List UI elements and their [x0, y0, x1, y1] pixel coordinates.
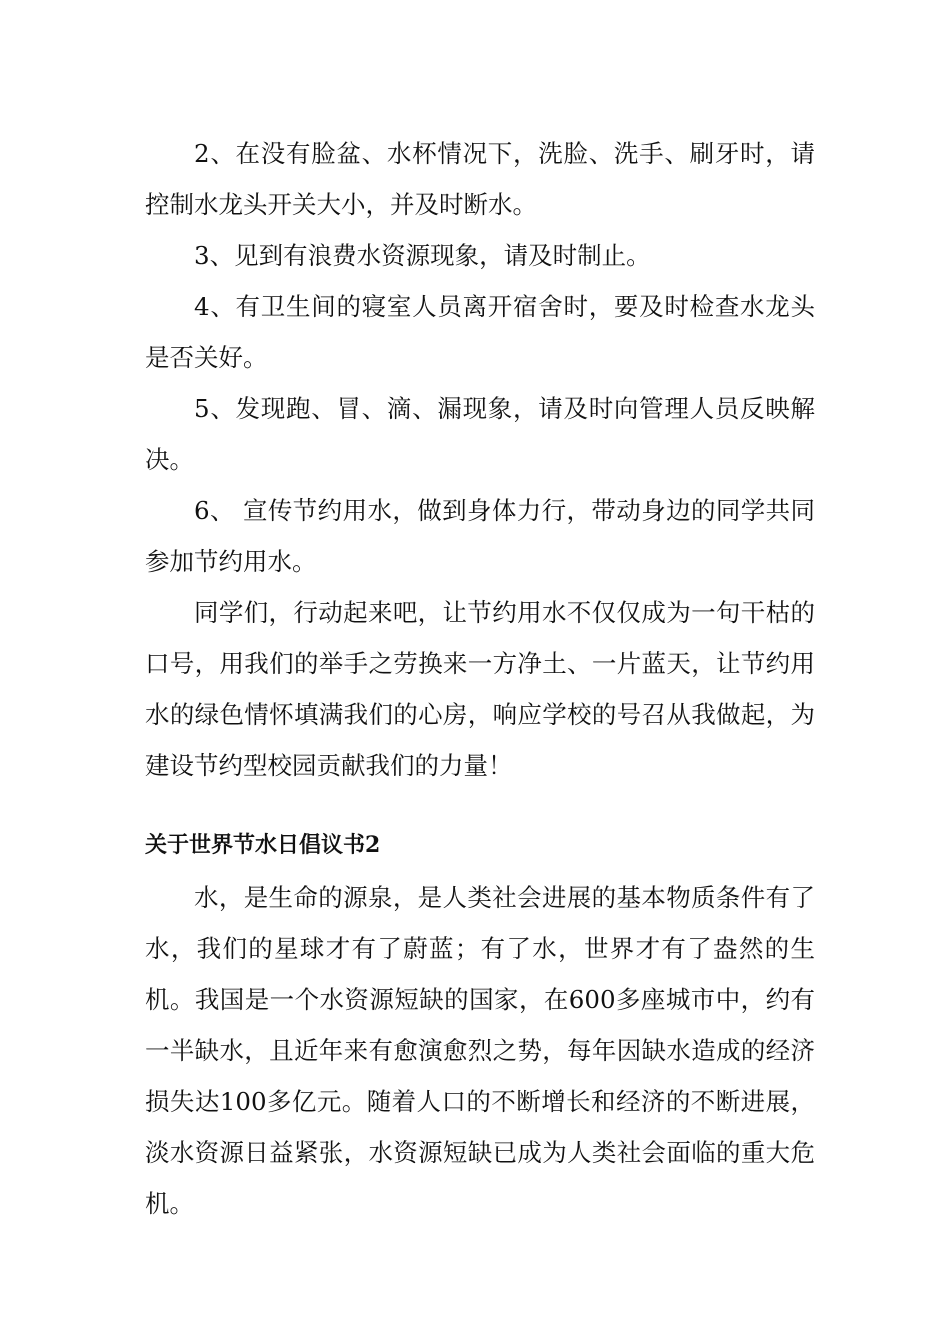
paragraph-item-3: 3、见到有浪费水资源现象，请及时制止。 [194, 241, 651, 270]
paragraph-item-2: 2、在没有脸盆、水杯情况下，洗脸、洗手、刷牙时，请控制水龙头开关大小，并及时断水。 [145, 139, 815, 219]
paragraph-call-to-action: 同学们，行动起来吧，让节约用水不仅仅成为一句干枯的口号，用我们的举手之劳换来一方净土、一片蓝天，让节约用水的绿色情怀填满我们的心房，响应学校的号召从我做起，为建设节约型校园贡献我们的力量！ [145, 598, 815, 780]
paragraph-intro: 水，是生命的源泉，是人类社会进展的基本物质条件有了水，我们的星球才有了蔚蓝；有了水，世界才有了盎然的生机。我国是一个水资源短缺的国家，在600多座城市中，约有一半缺水，且近年来有愈演愈烈之势，每年因缺水造成的经济损失达100多亿元。随着人口的不断增长和经济的不断进展，淡水资源日益紧张，水资源短缺已成为人类社会面临的重大危机。 [145, 883, 815, 1218]
paragraph-item-6: 6、 宣传节约用水，做到身体力行，带动身边的同学共同参加节约用水。 [145, 496, 815, 576]
paragraph-item-4: 4、有卫生间的寝室人员离开宿舍时，要及时检查水龙头是否关好。 [145, 292, 815, 372]
paragraph-item-5: 5、发现跑、冒、滴、漏现象，请及时向管理人员反映解决。 [145, 394, 815, 474]
section-2-body [145, 872, 815, 1229]
section-2-title: 关于世界节水日倡议书2 [145, 832, 381, 858]
section-1-body [145, 128, 815, 791]
